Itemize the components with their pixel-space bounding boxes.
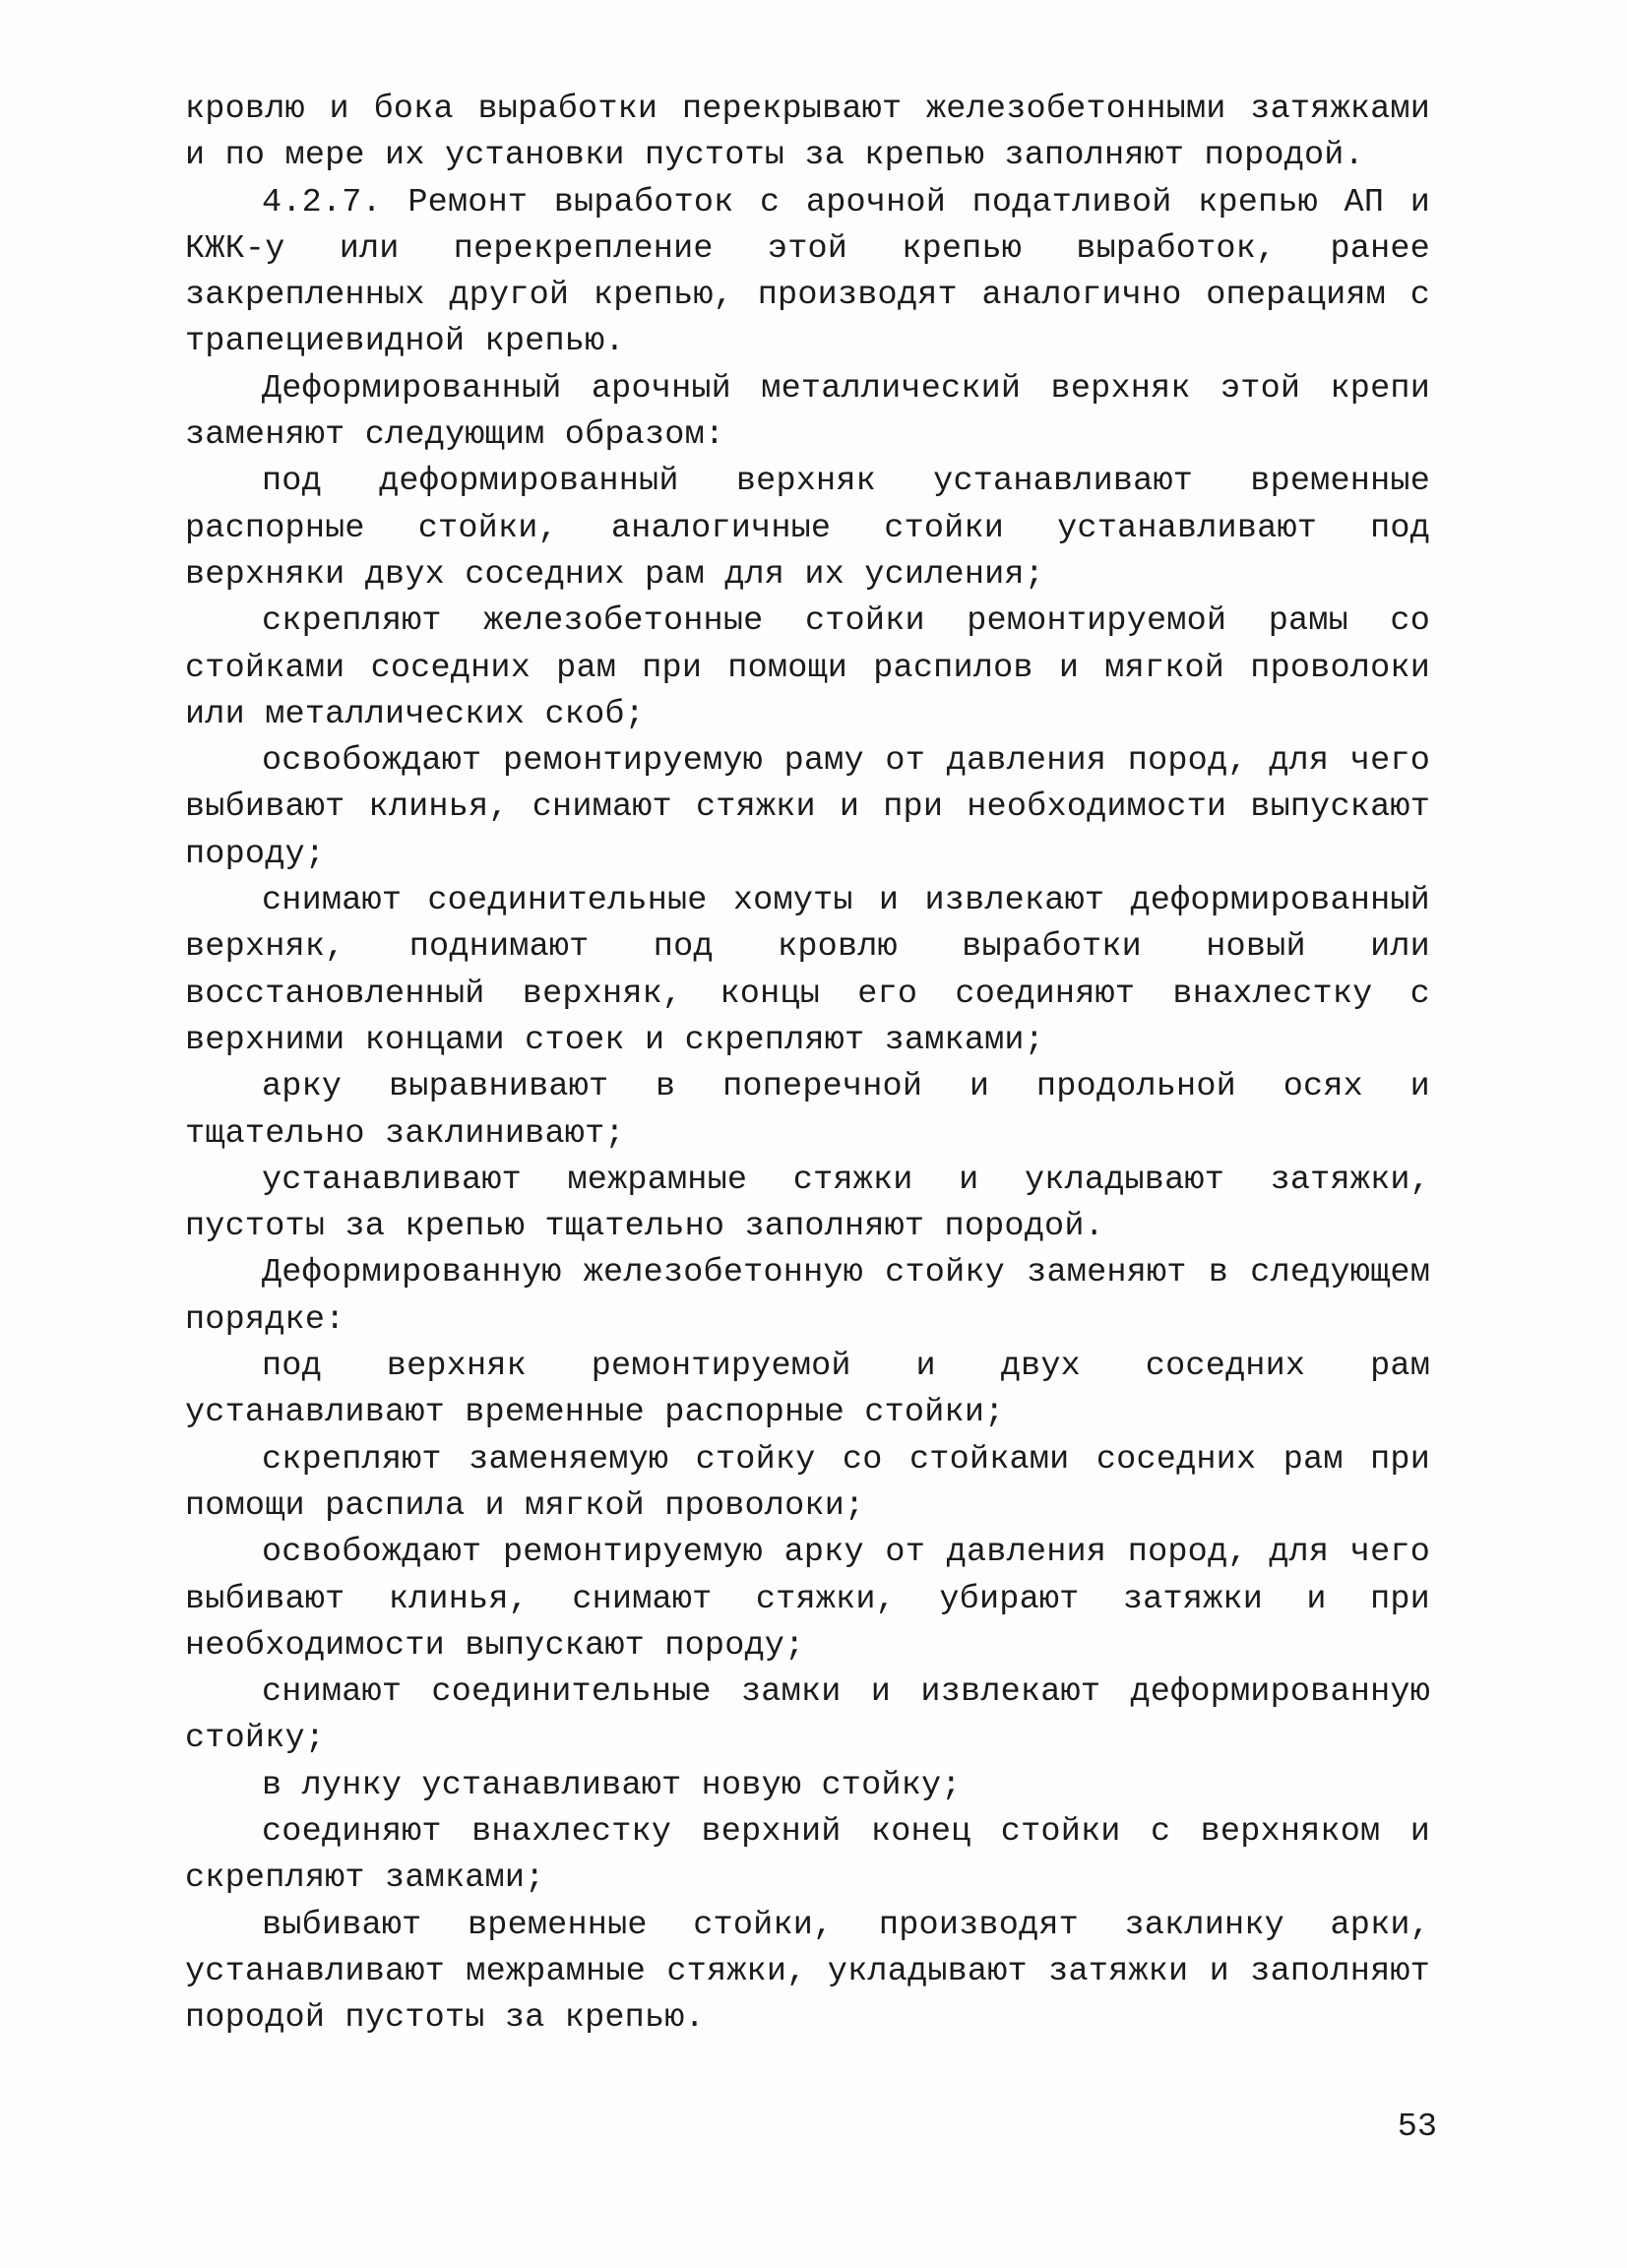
paragraph-10: Деформированную железобетонную стойку заменяют в следующем порядке: xyxy=(185,1254,1430,1339)
paragraph-17: выбивают временные стойки, производят заклинку арки, устанавливают межрамные стяжки, укладывают затяжки и заполняют породой пустоты за крепью. xyxy=(185,1906,1430,2038)
paragraph-15: в лунку устанавливают новую стойку; xyxy=(262,1766,962,1804)
paragraph-2: 4.2.7. Ремонт выработок с арочной податливой крепью АП и КЖК-у или перекрепление этой крепью выработок, ранее закрепленных другой крепью, производят аналогично операциям с трапециевидной крепью. xyxy=(185,183,1430,361)
paragraph-8: арку выравнивают в поперечной и продольной осях и тщательно заклинивают; xyxy=(185,1068,1430,1153)
paragraph-13: освобождают ремонтируемую арку от давления пород, для чего выбивают клинья, снимают стяжки, убирают затяжки и при необходимости выпускают породу; xyxy=(185,1534,1430,1665)
paragraph-3: Деформированный арочный металлический верхняк этой крепи заменяют следующим образом: xyxy=(185,369,1430,455)
paragraph-7: снимают соединительные хомуты и извлекают деформированный верхняк, поднимают под кровлю выработки новый или восстановленный верхняк, концы его соединяют внахлестку с верхними концами стоек и скрепляют замками; xyxy=(185,882,1430,1059)
paragraph-16: соединяют внахлестку верхний конец стойки с верхняком и скрепляют замками; xyxy=(185,1812,1430,1898)
page-number: 53 xyxy=(1397,2109,1437,2146)
paragraph-14: снимают соединительные замки и извлекают деформированную стойку; xyxy=(185,1673,1430,1758)
paragraph-5: скрепляют железобетонные стойки ремонтируемой рамы со стойками соседних рам при помощи распилов и мягкой проволоки или металлических скоб; xyxy=(185,602,1430,733)
body-text xyxy=(185,87,1430,2042)
paragraph-12: скрепляют заменяемую стойку со стойками соседних рам при помощи распила и мягкой проволоки; xyxy=(185,1440,1430,1525)
paragraph-4: под деформированный верхняк устанавливают временные распорные стойки, аналогичные стойки устанавливают под верхняки двух соседних рам для их усиления; xyxy=(185,463,1430,594)
paragraph-9: устанавливают межрамные стяжки и укладывают затяжки, пустоты за крепью тщательно заполняют породой. xyxy=(185,1161,1430,1246)
paragraph-11: под верхняк ремонтируемой и двух соседних рам устанавливают временные распорные стойки; xyxy=(185,1348,1430,1432)
paragraph-1: кровлю и бока выработки перекрывают железобетонными затяжками и по мере их установки пустоты за крепью заполняют породой. xyxy=(185,91,1430,175)
paragraph-6: освобождают ремонтируемую раму от давления пород, для чего выбивают клинья, снимают стяжки и при необходимости выпускают породу; xyxy=(185,742,1430,873)
